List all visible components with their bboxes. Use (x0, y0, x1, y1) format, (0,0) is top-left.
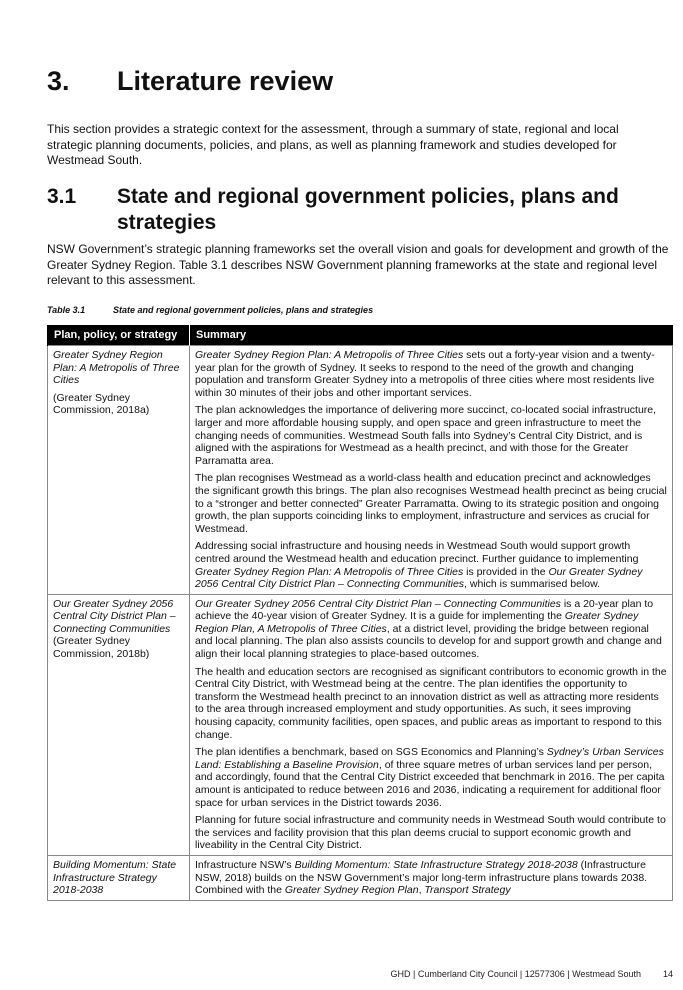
table-row (48, 346, 673, 595)
footer-text: GHD | Cumberland City Council | 12577306 | Westmead South (390, 969, 641, 979)
summary-paragraph (195, 859, 667, 897)
summary-cell (190, 855, 673, 900)
italic-title: Greater Sydney Region Plan (284, 884, 419, 897)
section-intro: NSW Government’s strategic planning frameworks set the overall vision and goals for development and growth of the Greater Sydney Region. Table 3.1 describes NSW Government planning frameworks at the state and regional level relevant to this assessment. (47, 242, 669, 287)
chapter-heading (47, 66, 333, 97)
policy-table (47, 325, 673, 901)
text-span: , which is summarised below. (464, 578, 601, 591)
italic-title: Transport Strategy (424, 884, 511, 897)
table-caption-title: State and regional government policies, plans and strategies (113, 305, 374, 315)
plan-cell (48, 594, 190, 855)
plan-name: Greater Sydney Region Plan: A Metropolis of Three Cities (53, 349, 180, 387)
section-number: 3.1 (47, 185, 77, 208)
page-number: 14 (662, 969, 673, 979)
plan-cell (48, 855, 190, 900)
plan-cell (48, 346, 190, 595)
column-header-summary: Summary (190, 325, 673, 346)
italic-title: Greater Sydney Region Plan: A Metropolis of Three Cities (195, 349, 464, 361)
italic-title: Sydney’s Urban Services Land: Establishing a Baseline Provision (195, 746, 664, 771)
plan-source: (Greater Sydney Commission, 2018a) (53, 391, 150, 417)
plan-name: Building Momentum: State Infrastructure Strategy 2018-2038 (53, 858, 177, 897)
text-span: The plan identifies a benchmark, based on SGS Economics and Planning’s (195, 746, 547, 759)
section-heading (47, 184, 657, 236)
summary-paragraph (195, 746, 667, 809)
section-title: State and regional government policies, plans and strategies (117, 185, 619, 234)
summary-paragraph: The plan recognises Westmead as a world-class health and education precinct and acknowledges the significant growth this brings. The plan also recognises Westmead health precinct as being crucial to a “stronger and better connected” Greater Parramatta. Owing to its strategic position and ongoing growth, the plan supports coinciding links to employment, infrastructure and services as crucial for Westmead. (195, 472, 667, 535)
text-span: sets out a forty-year vision and a twenty-year plan for the growth of Sydney. It seeks to respond to the need of the growth and changing population and transform Greater Sydney into a metropolis of three cities where most residents live within 30 minutes of their jobs and other important services. (195, 349, 655, 399)
italic-title: Our Greater Sydney 2056 Central City District Plan – Connecting Communities (195, 597, 561, 610)
summary-paragraph: Planning for future social infrastructure and community needs in Westmead South would contribute to the services and facility provision that this plan deems crucial to support economic growth and liveability in the Central City District. (195, 814, 666, 852)
table-row (48, 855, 673, 900)
italic-title: Building Momentum: State Infrastructure Strategy 2018-2038 (294, 858, 578, 871)
text-span: Addressing social infrastructure and housing needs in Westmead South would support growth centred around the Westmead health and education precinct. Further guidance to implementing (195, 540, 639, 565)
table-caption (47, 305, 373, 315)
chapter-intro: This section provides a strategic context for the assessment, through a summary of state, regional and local strategic planning documents, policies, and plans, as well as planning framework and studies developed for Westmead South. (47, 122, 619, 167)
column-header-plan: Plan, policy, or strategy (48, 325, 190, 346)
summary-cell (190, 594, 673, 855)
plan-name: Our Greater Sydney 2056 Central City District Plan – Connecting Communities (53, 597, 176, 635)
chapter-title: Literature review (117, 66, 334, 96)
text-span: is a 20-year plan to achieve the 40-year vision of Greater Sydney. It is a guide for implementing the (195, 597, 654, 623)
text-span: is provided in the (463, 565, 549, 578)
plan-source: (Greater Sydney Commission, 2018b) (53, 635, 150, 661)
text-span: Infrastructure NSW’s (195, 858, 295, 871)
summary-paragraph (195, 349, 667, 399)
italic-title: Greater Sydney Region Plan, A Metropolis of Three Cities (195, 610, 639, 635)
text-span: , (418, 884, 425, 897)
italic-title: Our Greater Sydney 2056 Central City District Plan – Connecting Communities (195, 565, 643, 591)
text-span: (Infrastructure NSW, 2018) builds on the NSW Government’s major long-term infrastructure plans towards 2038. Combined with the (195, 858, 648, 897)
italic-title: Greater Sydney Region Plan: A Metropolis of Three Cities (195, 565, 464, 578)
table-caption-number: Table 3.1 (47, 305, 86, 315)
page-footer (391, 969, 674, 979)
chapter-number: 3. (47, 66, 70, 96)
summary-paragraph: The health and education sectors are recognised as significant contributors to economic growth in the Central City District, with Westmead being at the centre. The plan identifies the opportunity to transform the Westmead health precinct to an innovation district as well as attracting more residents to the area through increased employment and study opportunities. As such, it sees improving housing capacity, community facilities, open spaces, and public areas as important to respond to this change. (195, 665, 667, 741)
summary-paragraph (195, 540, 667, 590)
text-span: , at a district level, providing the bridge between regional and local planning. The plan also assists councils to develop for and support growth and change and align their local planning strategies to place-based outcomes. (195, 622, 662, 661)
text-span: , of three square metres of urban services land per person, and accordingly, found that the Central City District exceeded that benchmark in 2016. The per capita amount is anticipated to reduce between 2016 and 2036, indicating a requirement for additional floor space for urban services in the District towards 2036. (195, 758, 665, 809)
table-header-row (48, 325, 673, 346)
summary-paragraph (195, 598, 667, 661)
summary-cell (190, 346, 673, 595)
summary-paragraph: The plan acknowledges the importance of delivering more succinct, co-located social infrastructure, larger and more affordable housing supply, and open space and green infrastructure to meet the changing needs of communities. Westmead South falls into Sydney’s Central City District, and is aligned with the aspirations for Westmead as a health precinct, and with those for the Greater Parramatta area. (195, 404, 657, 467)
table-row (48, 594, 673, 855)
